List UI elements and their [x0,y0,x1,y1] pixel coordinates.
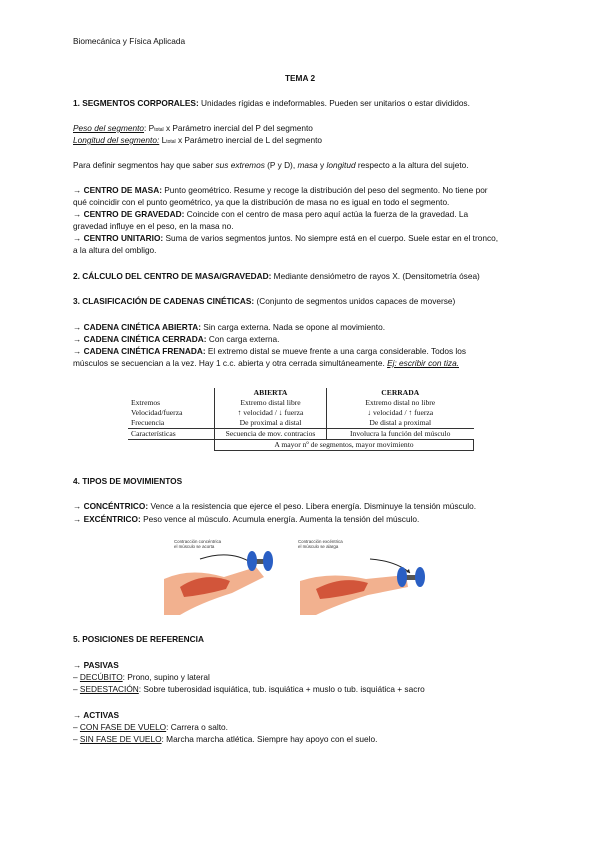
centro-unitario-line2: a la altura del ombligo. [73,245,157,255]
section-2-heading: 2. CÁLCULO DEL CENTRO DE MASA/GRAVEDAD: Mediante densiómetro de rayos X. (Densitometría ósea) [73,271,480,281]
page-header: Biomecánica y Física Aplicada [73,36,186,46]
figure-left-caption-1: Contracción concéntrica [174,539,222,544]
cell-cerrada: Extremo distal no libre [327,398,474,408]
table-row [128,429,474,440]
col-header-cerrada: CERRADA [327,388,474,398]
col-header-abierta: ABIERTA [215,388,327,398]
table-row [128,418,474,429]
longitud-segmento-formula: Longitud del segmento: Ltotal x Parámetro inercial de L del segmento [73,135,322,145]
table-footer: A mayor nº de segmentos, mayor movimiento [215,440,474,451]
concentrico: → CONCÉNTRICO: Vence a la resistencia que ejerce el peso. Libera energía. Disminuye la tensión músculo. [73,501,477,511]
centro-masa-line1: → CENTRO DE MASA: Punto geométrico. Resume y recoge la distribución del peso del segmento. No tiene por [73,185,488,195]
contraction-figure [160,537,438,615]
arm-illustration [160,537,438,615]
section-4-heading: 4. TIPOS DE MOVIMIENTOS [73,476,183,486]
figure-right-caption-1: Contracción excéntrica [298,539,343,544]
cell-abierta: Secuencia de mov. contracios [215,429,327,440]
cadena-abierta: → CADENA CINÉTICA ABIERTA: Sin carga externa. Nada se opone al movimiento. [73,322,386,332]
sedestacion: – SEDESTACIÓN: Sobre tuberosidad isquiática, tub. isquiática + muslo o tub. isquiática + sacro [73,684,425,694]
excentrico: → EXCÉNTRICO: Peso vence al músculo. Acumula energía. Aumenta la tensión del músculo. [73,514,420,524]
cell-cerrada: Involucra la función del músculo [327,429,474,440]
activas-heading: → ACTIVAS [73,710,120,720]
eccentric-arm [300,559,425,615]
sin-fase-vuelo: – SIN FASE DE VUELO: Marcha marcha atlética. Siempre hay apoyo con el suelo. [73,734,378,744]
row-label: Extremos [131,398,161,407]
centro-gravedad-line1: → CENTRO DE GRAVEDAD: Coincide con el centro de masa pero aquí actúa la fuerza de la gravedad. La [73,209,469,219]
row-label: Frecuencia [131,418,165,427]
table-row [128,408,474,418]
table-row [128,398,474,408]
section-3-heading: 3. CLASIFICACIÓN DE CADENAS CINÉTICAS: (Conjunto de segmentos unidos capaces de moverse) [73,296,456,306]
cell-abierta: ↑ velocidad / ↓ fuerza [215,408,327,418]
cell-cerrada: De distal a proximal [327,418,474,429]
centro-gravedad-line2: gravedad influye en el peso, en la masa no. [73,221,234,231]
cell-abierta: Extremo distal libre [215,398,327,408]
section-5-heading: 5. POSICIONES DE REFERENCIA [73,634,204,644]
row-label: Características [128,429,215,440]
cadena-frenada-line2: músculos se secuencian a la vez. Hay 1 c.c. abierta y otra cerrada simultáneamente. Ej: escribir con tiza. [73,358,459,368]
row-label: Velocidad/fuerza [131,408,183,417]
cell-abierta: De proximal a distal [215,418,327,429]
con-fase-vuelo: – CON FASE DE VUELO: Carrera o salto. [73,722,228,732]
section-1-heading: 1. SEGMENTOS CORPORALES: Unidades rígidas e indeformables. Pueden ser unitarios o estar divididos. [73,98,470,108]
table-footer-row [128,440,474,451]
centro-unitario-line1: → CENTRO UNITARIO: Suma de varios segmentos juntos. No siempre está en el cuerpo. Suele estar en el tronco, [73,233,499,243]
pasivas-heading: → PASIVAS [73,660,119,670]
decubito: – DECÚBITO: Prono, supino y lateral [73,672,210,682]
figure-right-caption-2: el músculo se alarga [298,544,339,549]
concentric-arm [164,551,273,615]
cadena-cerrada: → CADENA CINÉTICA CERRADA: Con carga externa. [73,334,280,344]
peso-segmento-formula: Peso del segmento: Ptotal x Parámetro inercial del P del segmento [73,123,313,133]
centro-masa-line2: qué coincidir con el punto geométrico, ya que la distribución de masa no es igual en todo el segmento. [73,197,450,207]
figure-left-caption-2: el músculo se acorta [174,544,215,549]
cadenas-cineticas-table [128,388,474,451]
cadena-frenada-line1: → CADENA CINÉTICA FRENADA: El extremo distal se mueve frente a una carga considerable. Todos los [73,346,467,356]
page-title: TEMA 2 [284,73,316,83]
cell-cerrada: ↓ velocidad / ↑ fuerza [327,408,474,418]
segment-definition: Para definir segmentos hay que saber sus extremos (P y D), masa y longitud respecto a la altura del sujeto. [73,160,469,170]
